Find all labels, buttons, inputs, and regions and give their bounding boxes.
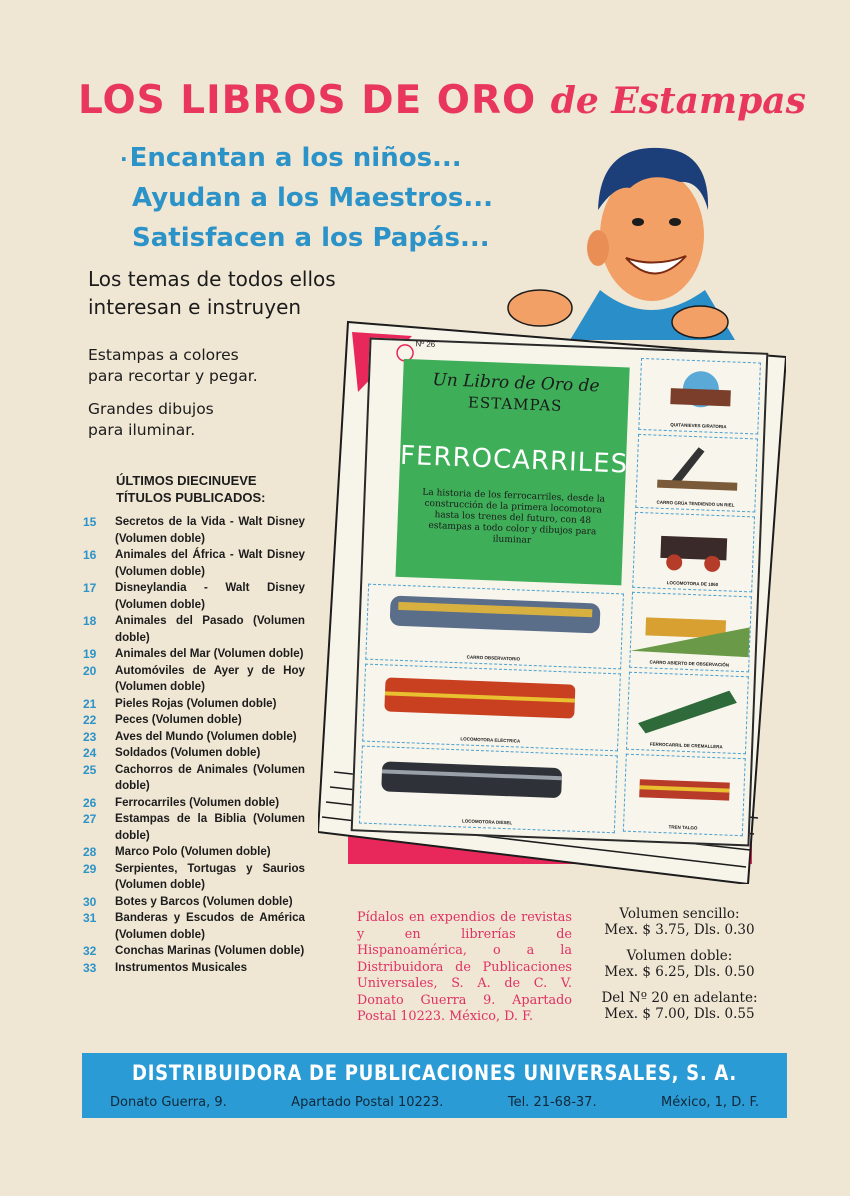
list-item-text: Soldados (Volumen doble) — [115, 746, 261, 759]
list-item — [83, 811, 305, 844]
list-item-text: Conchas Marinas (Volumen doble) — [115, 944, 305, 957]
banner-title: DISTRIBUIDORA DE PUBLICACIONES UNIVERSALES, S. A. — [132, 1061, 737, 1085]
list-item — [83, 729, 305, 746]
list-item — [83, 580, 305, 613]
list-item-text: Serpientes, Tortugas y Saurios (Volumen doble) — [115, 861, 305, 891]
list-item — [83, 613, 305, 646]
list-item — [83, 910, 305, 943]
list-item-text: Animales del Mar (Volumen doble) — [115, 647, 304, 660]
list-item — [83, 960, 305, 977]
stamp-rack-railway: FERROCARRIL DE CREMALLERA — [626, 672, 749, 755]
list-item — [83, 646, 305, 663]
stamp-snowplow: QUITANIEVES GIRATORIA — [638, 358, 761, 435]
list-item-text: Marco Polo (Volumen doble) — [115, 845, 271, 858]
list-item-text: Animales del África - Walt Disney (Volumen doble) — [115, 548, 305, 578]
stamp-crane: CARRO GRÚA TENDIENDO UN RIEL — [635, 434, 758, 513]
list-item-number: 30 — [83, 894, 97, 909]
cover-line2: ESTAMPAS — [467, 393, 563, 415]
book-cover — [351, 338, 769, 847]
list-item-number: 20 — [83, 663, 97, 678]
list-item — [83, 547, 305, 580]
list-item-number: 26 — [83, 795, 97, 810]
list-item — [83, 795, 305, 812]
price-from-20: Del Nº 20 en adelante: Mex. $ 7.00, Dls. 0.55 — [601, 990, 758, 1022]
list-item-number: 24 — [83, 746, 97, 760]
list-item-text: Banderas y Escudos de América (Volumen doble) — [115, 911, 305, 941]
list-item — [83, 745, 305, 762]
list-item-number: 27 — [83, 812, 97, 826]
cover-title: FERROCARRILES — [399, 440, 629, 480]
order-info: Pídalos en expendios de revistas y en librerías de Hispanoamérica, o a la Distribuidora de Publicaciones Universales, S. A. de C. V. Donato Guerra 9. Apartado Postal 10223. México, D. F. — [357, 910, 572, 1024]
boy-eye-left — [632, 218, 644, 226]
list-item-text: Secretos de la Vida - Walt Disney (Volumen doble) — [115, 515, 305, 545]
themes-text: Los temas de todos ellos interesan e instruyen — [88, 267, 336, 319]
list-item-text: Peces (Volumen doble) — [115, 713, 242, 726]
title-script: de Estampas — [550, 80, 806, 122]
stamp-observatory-car: CARRO OBSERVATORIO — [365, 584, 624, 670]
tagline-1: ·Encantan a los niños... — [120, 143, 462, 173]
list-item-number: 23 — [83, 729, 97, 744]
list-item — [83, 894, 305, 911]
list-item — [83, 514, 305, 547]
page-title — [78, 78, 806, 123]
list-item-text: Botes y Barcos (Volumen doble) — [115, 894, 293, 908]
list-item — [83, 696, 305, 713]
stamp-diesel-loco: LOCOMOTORA DIESEL — [359, 746, 618, 834]
list-item-text: Automóviles de Ayer y de Hoy (Volumen doble) — [115, 663, 305, 693]
list-item-number: 17 — [83, 581, 97, 595]
list-item-number: 15 — [83, 515, 97, 529]
list-item-text: Cachorros de Animales (Volumen doble) — [115, 762, 305, 792]
list-item-text: Estampas de la Biblia (Volumen doble) — [115, 812, 305, 842]
cover-description: La historia de los ferrocarriles, desde la construcción de la primera locomotora hasta los trenes del futuro, con 48 estampas a todo color y dibujos para iluminar — [422, 487, 606, 546]
list-item-text: Animales del Pasado (Volumen doble) — [115, 614, 305, 644]
tagline-2: Ayudan a los Maestros... — [132, 183, 494, 213]
distributor-banner — [82, 1053, 787, 1118]
banner-address: Donato Guerra, 9. Apartado Postal 10223. Tel. 21-68-37. México, 1, D. F. — [110, 1095, 759, 1110]
boy-eye-right — [669, 218, 681, 226]
list-item-number: 19 — [83, 647, 97, 661]
list-item-text: Instrumentos Musicales — [115, 960, 248, 974]
badge-number: Nº 26 — [415, 339, 436, 350]
stamp-observation-car: CARRO ABIERTO DE OBSERVACIÓN — [629, 592, 752, 673]
tagline-3: Satisfacen a los Papás... — [132, 223, 490, 253]
list-item-number: 16 — [83, 548, 97, 562]
list-item-number: 33 — [83, 960, 97, 975]
title-main: LOS LIBROS DE ORO — [78, 78, 537, 123]
list-item-number: 32 — [83, 944, 97, 958]
list-item — [83, 762, 305, 795]
list-heading: ÚLTIMOS DIECINUEVE TÍTULOS PUBLICADOS: — [116, 473, 266, 505]
boy-ear — [587, 230, 609, 266]
list-item — [83, 663, 305, 696]
list-item-number: 28 — [83, 845, 97, 859]
list-item-text: Aves del Mundo (Volumen doble) — [115, 729, 297, 743]
list-item-number: 21 — [83, 696, 97, 711]
price-single: Volumen sencillo: Mex. $ 3.75, Dls. 0.30 — [604, 906, 755, 938]
list-item-number: 31 — [83, 911, 97, 925]
list-item-number: 29 — [83, 861, 97, 876]
draw-text: Grandes dibujos para iluminar. — [88, 400, 214, 439]
stamp-1860-loco: LOCOMOTORA DE 1860 — [632, 512, 755, 593]
list-item-text: Disneylandia - Walt Disney (Volumen doble) — [115, 581, 305, 611]
list-item-number: 25 — [83, 762, 97, 777]
list-item-text: Pieles Rojas (Volumen doble) — [115, 696, 277, 710]
list-item — [83, 861, 305, 894]
boy-hands — [500, 288, 730, 348]
colors-text: Estampas a colores para recortar y pegar. — [88, 346, 258, 385]
list-item-number: 18 — [83, 614, 97, 628]
bullet-icon: · — [120, 147, 128, 171]
stamp-talgo: TREN TALGO — [623, 754, 746, 837]
titles-list — [83, 514, 305, 976]
cover-line1: Un Libro de Oro de — [432, 369, 600, 397]
price-double: Volumen doble: Mex. $ 6.25, Dls. 0.50 — [604, 948, 755, 980]
stamp-electric-loco: LOCOMOTORA ELÉCTRICA — [362, 664, 621, 752]
list-item-text: Ferrocarriles (Volumen doble) — [115, 795, 280, 809]
list-item — [83, 844, 305, 861]
cover-green-box — [395, 359, 629, 586]
list-item — [83, 712, 305, 729]
list-item — [83, 943, 305, 960]
list-item-number: 22 — [83, 713, 97, 727]
